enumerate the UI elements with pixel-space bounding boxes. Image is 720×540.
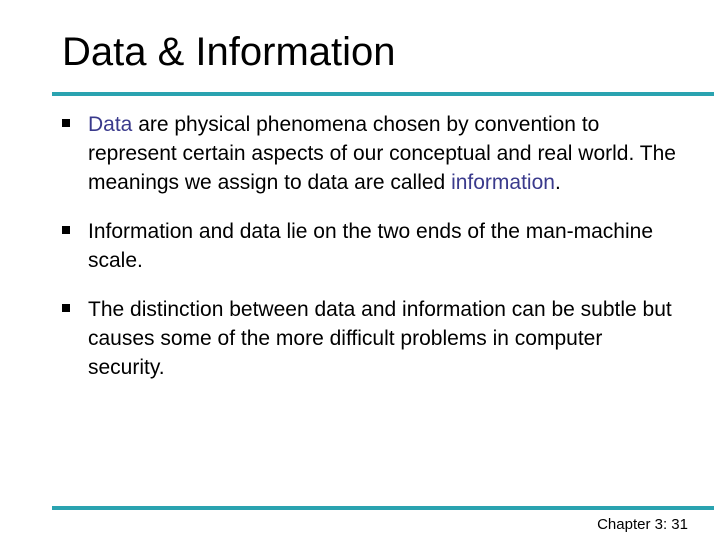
square-bullet-icon — [62, 119, 70, 127]
bullet-text: are physical phenomena chosen by convention to represent certain aspects of our conceptual and real world. The meanings we assign to data are called — [88, 113, 676, 194]
square-bullet-icon — [62, 304, 70, 312]
bullet-item — [62, 217, 682, 275]
bullet-text: The distinction between data and information can be subtle but causes some of the more difficult problems in computer security. — [88, 298, 672, 379]
bullet-item — [62, 110, 682, 197]
bullet-text-end: . — [554, 171, 561, 194]
slide-footer: Chapter 3: 31 — [597, 516, 688, 533]
title-divider — [52, 92, 714, 96]
term-information: information — [451, 171, 555, 194]
bullet-item — [62, 295, 682, 382]
bullet-list — [62, 110, 682, 402]
bullet-text: Information and data lie on the two ends of the man-machine scale. — [88, 220, 654, 272]
term-data: Data — [88, 113, 133, 136]
slide-title: Data & Information — [62, 30, 396, 74]
footer-divider — [52, 506, 714, 510]
square-bullet-icon — [62, 226, 70, 234]
